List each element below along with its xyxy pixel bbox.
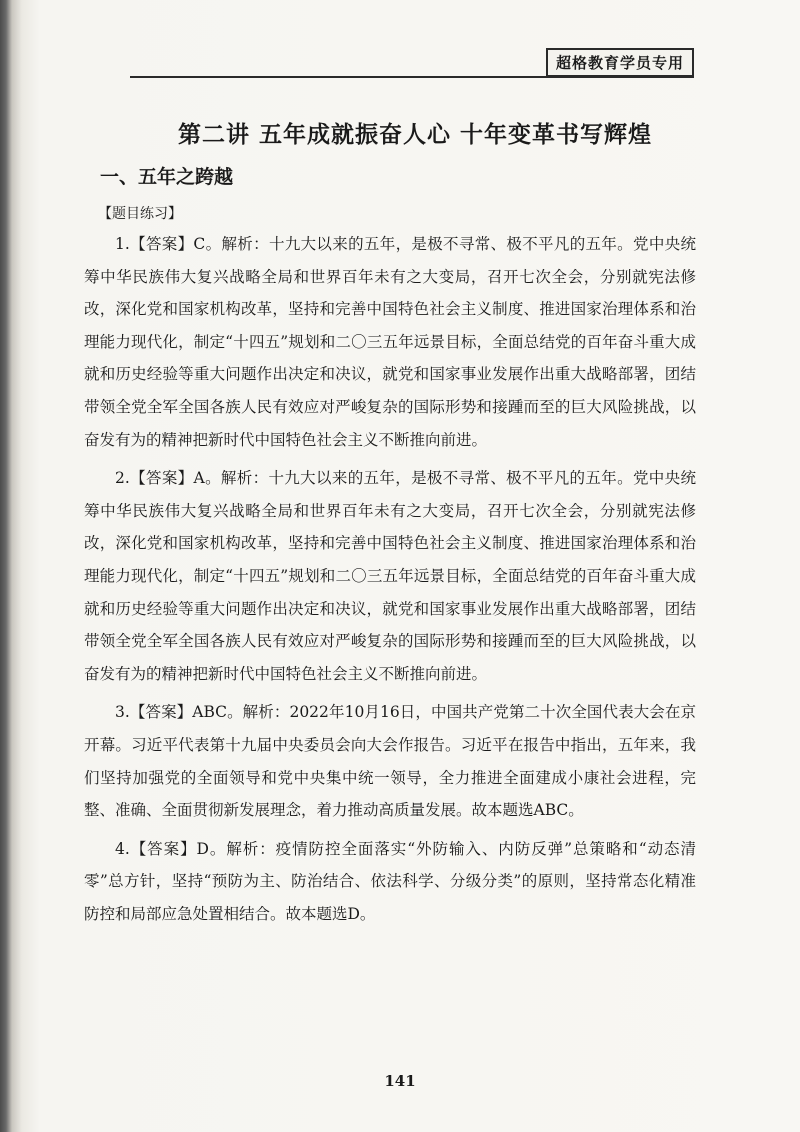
answer-paragraph-1: 1.【答案】C。解析：十九大以来的五年，是极不寻常、极不平凡的五年。党中央统筹中华民族伟大复兴战略全局和世界百年未有之大变局，召开七次全会，分别就宪法修改，深化党和国家机构改革，坚持和完善中国特色社会主义制度、推进国家治理体系和治理能力现代化，制定“十四五”规划和二〇三五年远景目标，全面总结党的百年奋斗重大成就和历史经验等重大问题作出决定和决议，就党和国家事业发展作出重大战略部署，团结带领全党全军全国各族人民有效应对严峻复杂的国际形势和接踵而至的巨大风险挑战，以奋发有为的精神把新时代中国特色社会主义不断推向前进。 [84,235,696,449]
exercise-label: 【题目练习】 [98,206,182,222]
answer-paragraph-2: 2.【答案】A。解析：十九大以来的五年，是极不寻常、极不平凡的五年。党中央统筹中华民族伟大复兴战略全局和世界百年未有之大变局，召开七次全会，分别就宪法修改，深化党和国家机构改革，坚持和完善中国特色社会主义制度、推进国家治理体系和治理能力现代化，制定“十四五”规划和二〇三五年远景目标，全面总结党的百年奋斗重大成就和历史经验等重大问题作出决定和决议，就党和国家事业发展作出重大战略部署，团结带领全党全军全国各族人民有效应对严峻复杂的国际形势和接踵而至的巨大风险挑战，以奋发有为的精神把新时代中国特色社会主义不断推向前进。 [84,469,696,683]
answer-paragraph-3: 3.【答案】ABC。解析：2022年10月16日，中国共产党第二十次全国代表大会在京开幕。习近平代表第十九届中央委员会向大会作报告。习近平在报告中指出，五年来，我们坚持加强党的全面领导和党中央集中统一领导，全力推进全面建成小康社会进程，完整、准确、全面贯彻新发展理念，着力推动高质量发展。故本题选ABC。 [84,703,696,820]
chapter-title: 第二讲 五年成就振奋人心 十年变革书写辉煌 [177,121,652,148]
header-rule [130,76,694,78]
page-number: 141 [384,1072,416,1090]
header-label: 超格教育学员专用 [546,48,694,77]
section-title: 一、五年之跨越 [100,166,234,188]
answer-paragraph-4: 4.【答案】D。解析：疫情防控全面落实“外防输入、内防反弹”总策略和“动态清零”总方针，坚持“预防为主、防治结合、依法科学、分级分类”的原则，坚持常态化精准防控和局部应急处置相结合。故本题选D。 [84,839,696,923]
answers-content [84,228,696,936]
